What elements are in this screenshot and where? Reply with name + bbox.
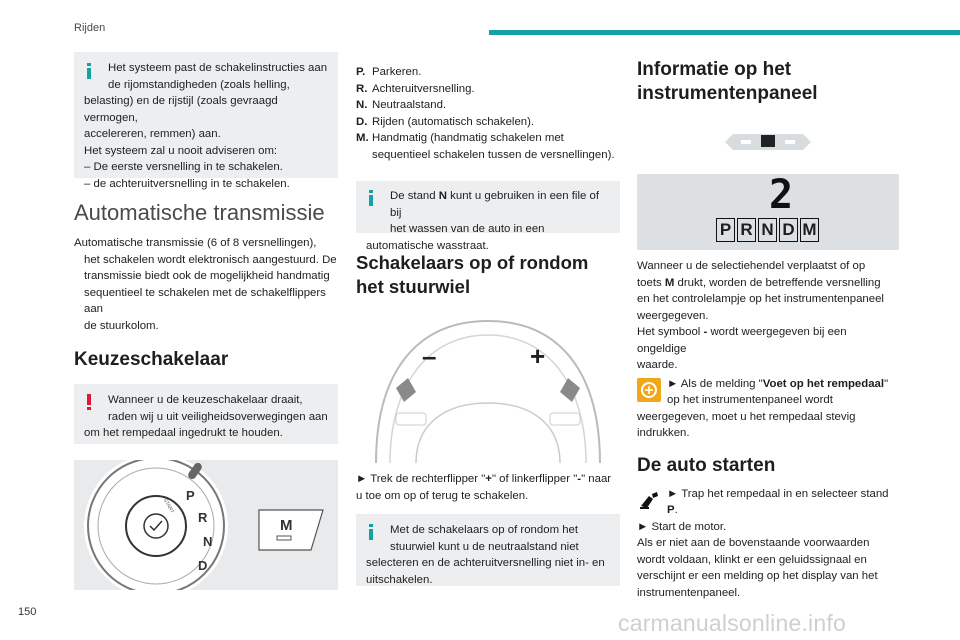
- note-line: Met de schakelaars op of rondom het: [390, 524, 579, 536]
- info-icon: [87, 63, 91, 79]
- note-line: de rijomstandigheden (zoals helling,: [108, 78, 290, 91]
- gear-key: M.: [356, 132, 369, 144]
- note-line: het wassen van de auto in een: [390, 223, 545, 235]
- note-line: uitschakelen.: [366, 573, 433, 586]
- text-line: waarde.: [637, 359, 678, 371]
- text-span: Het symbool: [637, 326, 704, 338]
- text-span: De stand: [390, 190, 439, 202]
- brake-warning-icon: [637, 378, 661, 402]
- heading-instrument-info: Informatie op het instrumentenpaneel: [637, 59, 818, 104]
- gear-key: P.: [356, 66, 366, 78]
- text-span: drukt, worden de betreffende versnelling: [674, 276, 881, 289]
- note-line: selecteren en de achteruitversnelling niet in- en: [366, 557, 605, 569]
- text-line: [637, 376, 899, 393]
- gear-letter: P: [716, 218, 735, 242]
- gear-text: Achteruitversnelling.: [372, 82, 475, 95]
- gear-item: [356, 97, 620, 114]
- m-button-label: M: [280, 517, 293, 534]
- auto-transmission-text: [74, 235, 338, 334]
- paddle-instructions: [356, 471, 620, 504]
- watermark: carmanualsonline.info: [618, 610, 846, 636]
- text-line: weergegeven, moet u het rempedaal stevig: [637, 410, 856, 423]
- minus-paddle-label: –: [422, 341, 437, 371]
- column-middle: [356, 64, 620, 586]
- text-span: wordt weergegeven bij een ongeldige: [637, 326, 847, 355]
- neutral-key: N: [438, 190, 447, 202]
- gear-item: [356, 64, 620, 81]
- gear-item: [356, 114, 620, 131]
- text-span: ► Als de melding ": [667, 377, 763, 390]
- foot-pedal-icon: [637, 488, 661, 512]
- p-key: P: [667, 504, 675, 516]
- foot-brake-icon: [637, 378, 661, 402]
- gear-text: Parkeren.: [372, 66, 422, 78]
- plus-paddle-label: +: [530, 341, 546, 371]
- gear-item-cont: [356, 147, 620, 164]
- note-line: Wanneer u de keuzeschakelaar draait,: [108, 394, 303, 406]
- text-span: toets: [637, 276, 665, 289]
- header-accent-bar: [489, 30, 960, 35]
- note-line: om het rempedaal ingedrukt te houden.: [84, 427, 283, 439]
- gear-text: Rijden (automatisch schakelen).: [372, 115, 535, 128]
- text-line: instrumentenpaneel.: [637, 586, 741, 599]
- text-line: wordt voldaan, klinkt er een geluidssignaal en: [637, 553, 867, 566]
- brake-message: Voet op het rempedaal: [762, 377, 885, 390]
- dash-symbol: -: [703, 326, 708, 338]
- heading-automatic-transmission: Automatische transmissie: [74, 200, 325, 225]
- gear-key: D.: [356, 115, 368, 128]
- note-line: automatische wasstraat.: [366, 239, 489, 252]
- column-right: [637, 58, 899, 601]
- text-line: en het controlelampje op het instrumentenpaneel: [637, 293, 884, 305]
- text-span: ": [884, 377, 889, 390]
- note-line: [366, 188, 610, 221]
- heading-paddles: Schakelaars op of rondom het stuurwiel: [356, 252, 589, 297]
- gear-item: [356, 130, 620, 147]
- start-instructions: [637, 486, 899, 602]
- rotary-selector-drawing: [74, 460, 338, 590]
- gear-letter: D: [779, 218, 798, 242]
- text-span: ► Trek de rechterflipper ": [356, 473, 486, 485]
- gear-text: Handmatig (handmatig schakelen met: [372, 132, 564, 144]
- info-note-neutral: [356, 181, 620, 252]
- steering-wheel-drawing: [356, 313, 620, 463]
- note-line: stuurwiel kunt u de neutraalstand niet: [390, 540, 579, 553]
- display-info-text: [637, 258, 899, 374]
- text-line: [356, 471, 620, 488]
- gear-positions-list: [356, 64, 620, 163]
- brake-message-text: [637, 376, 899, 442]
- text-line: sequentieel te schakelen met de schakelflippers aan: [84, 286, 326, 315]
- minus-key: -: [577, 473, 582, 485]
- dial-label-r: R: [198, 510, 208, 525]
- heading-selector: Keuzeschakelaar: [74, 349, 229, 370]
- info-note-shift-instructions: [74, 52, 338, 190]
- text-line: Wanneer u de selectiehendel verplaatst of op: [637, 260, 866, 272]
- text-line: verschijnt er een melding op het display van het: [637, 570, 878, 582]
- text-span: kunt u gebruiken in een file of bij: [390, 190, 599, 219]
- plus-key: +: [485, 473, 492, 485]
- dial-label-n: N: [203, 534, 213, 549]
- text-line: [637, 502, 899, 519]
- gear-text: sequentieel schakelen tussen de versnellingen).: [372, 148, 615, 161]
- text-line: indrukken.: [637, 427, 690, 439]
- info-note-paddles: [356, 514, 620, 586]
- gear-item: [356, 81, 620, 98]
- text-line: op het instrumentenpaneel wordt: [667, 394, 833, 406]
- m-key: M: [664, 276, 675, 289]
- text-line: Automatische transmissie (6 of 8 versnellingen),: [74, 237, 317, 249]
- note-line: raden wij u uit veiligheidsoverwegingen aan: [108, 410, 328, 423]
- steering-wheel-illustration: [356, 313, 620, 463]
- text-line: Als er niet aan de bovenstaande voorwaarden: [637, 537, 870, 549]
- gear-text: Neutraalstand.: [372, 99, 447, 111]
- text-span: .: [674, 504, 678, 516]
- gear-letter: M: [800, 218, 819, 242]
- display-icon: [637, 118, 899, 166]
- text-line: weergegeven.: [637, 309, 709, 322]
- gear-digit: 2: [769, 172, 794, 218]
- info-icon: [369, 190, 373, 206]
- foot-on-pedal-icon: [637, 488, 661, 512]
- text-line: ► Start de motor.: [637, 520, 727, 533]
- dial-label-p: P: [186, 488, 195, 503]
- gear-letter: N: [758, 218, 777, 242]
- note-line: – de achteruitversnelling in te schakelen.: [84, 177, 290, 190]
- note-line: belasting) en de rijstijl (zoals gevraagd vermogen,: [84, 95, 278, 124]
- text-line: ► Trap het rempedaal in en selecteer stand: [667, 487, 889, 500]
- note-line: Het systeem past de schakelinstructies aan: [108, 62, 328, 74]
- section-title: Rijden: [74, 22, 106, 34]
- text-line: [637, 275, 899, 292]
- warning-note-brake: [74, 384, 338, 444]
- text-line: het schakelen wordt elektronisch aangestuurd. De: [84, 253, 337, 266]
- gear-letters: [716, 218, 819, 242]
- text-span: " of linkerflipper ": [491, 473, 578, 485]
- text-line: [637, 324, 899, 357]
- gear-key: N.: [356, 99, 368, 111]
- gear-letter: R: [737, 218, 756, 242]
- gear-key: R.: [356, 82, 368, 95]
- note-line: – De eerste versnelling in te schakelen.: [84, 161, 283, 173]
- dial-label-start: START: [161, 497, 175, 515]
- info-icon: [369, 524, 373, 540]
- text-span: " naar: [581, 473, 612, 485]
- text-line: u toe om op of terug te schakelen.: [356, 489, 529, 502]
- gear-selector-illustration: [74, 460, 338, 590]
- note-line: accelereren, remmen) aan.: [84, 128, 221, 140]
- warning-icon: [87, 394, 91, 410]
- text-line: de stuurkolom.: [84, 319, 159, 332]
- page-number: 150: [18, 606, 37, 618]
- instrument-cluster-icon: [637, 118, 899, 166]
- dial-label-d: D: [198, 558, 208, 573]
- gear-display-panel: [637, 174, 899, 250]
- note-line: Het systeem zal u nooit adviseren om:: [84, 144, 278, 157]
- heading-start-car: De auto starten: [637, 454, 776, 476]
- text-line: transmissie biedt ook de mogelijkheid handmatig: [84, 270, 330, 282]
- column-left: [74, 52, 338, 590]
